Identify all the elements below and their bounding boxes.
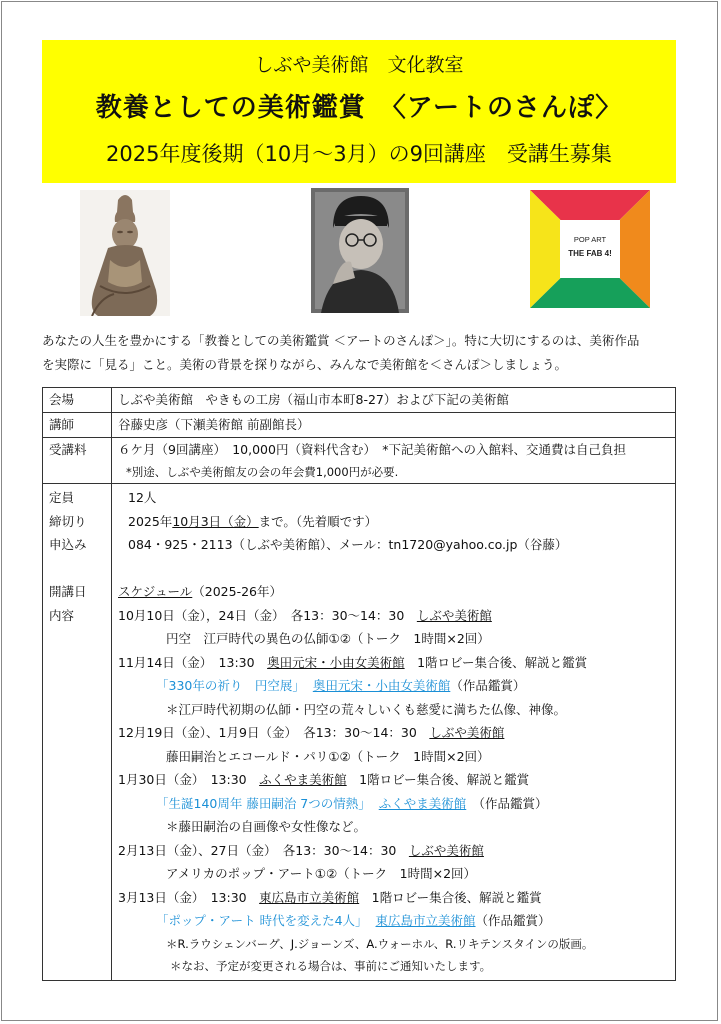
buddha-statue-image xyxy=(80,190,170,316)
session-1-desc: 円空 江戸時代の異色の仏師①②（トーク 1時間×2回） xyxy=(166,631,490,646)
venue-row xyxy=(43,388,676,413)
session-4-exhibition-title: 「生誕140周年 藤田嗣治 7つの情熱」 xyxy=(156,795,371,811)
venue-value: しぶや美術館 やきもの工房（福山市本町8-27）および下記の美術館 xyxy=(112,388,676,413)
session-3-date: 12月19日（金）、1月9日（金） 各13：30～14：30 しぶや美術館 xyxy=(118,725,505,740)
intro-line-1: あなたの人生を豊かにする「教養としての美術鑑賞 ＜アートのさんぽ＞」。特に大切にするのは、美術作品 xyxy=(42,333,640,348)
fee-cell xyxy=(112,438,676,484)
session-2-exhibition-title: 「330年の祈り 円空展」 xyxy=(156,678,305,693)
fee-label: 受講料 xyxy=(43,438,112,484)
course-info-table xyxy=(42,387,676,981)
session-2-place-link[interactable]: 奥田元宋・小由女美術館 xyxy=(267,654,405,670)
session-2-exhibition: 「330年の祈り 円空展」 奥田元宋・小由女美術館（作品鑑賞） xyxy=(156,678,526,693)
deadline-date: 10月3日（金） xyxy=(172,513,259,529)
course-title: 教養としての美術鑑賞 〈アートのさんぽ〉 xyxy=(95,93,623,123)
session-5-desc: アメリカのポップ・アート①②（トーク 1時間×2回） xyxy=(166,866,477,881)
schedule-link[interactable]: スケジュール xyxy=(118,584,193,599)
venue-label: 会場 xyxy=(43,388,112,413)
details-labels xyxy=(43,484,112,981)
fee-row xyxy=(43,438,676,484)
period-label: 開講日 xyxy=(49,584,87,599)
session-4-date: 1月30日（金） 13:30 ふくやま美術館 1階ロビー集合後、解説と鑑賞 xyxy=(118,772,530,787)
deadline-label: 締切り xyxy=(49,513,87,529)
deadline-value: 2025年10月3日（金）まで。（先着順です） xyxy=(128,513,378,529)
session-6-museum-link[interactable]: 東広島市立美術館 xyxy=(375,913,476,928)
session-3-place-link[interactable]: しぶや美術館 xyxy=(429,725,505,740)
session-2-note: ＊江戸時代初期の仏師・円空の荒々しいくも慈愛に満ちた仏像、神像。 xyxy=(166,701,567,717)
details-row xyxy=(43,484,676,981)
fee-value: ６ケ月（9回講座） 10,000円（資料代含む） *下記美術館への入館料、交通費は自己負担 xyxy=(118,442,626,457)
session-4-place-link[interactable]: ふくやま美術館 xyxy=(259,772,347,787)
artist-portrait-image xyxy=(311,188,409,313)
apply-value: 084・925・2113（しぶや美術館）、メール：tn1720@yahoo.co.jp（谷藤） xyxy=(128,537,568,552)
content-label: 内容 xyxy=(49,607,75,623)
book-cover-text-2: THE FAB 4! xyxy=(568,249,612,258)
pop-art-book-cover-image xyxy=(530,190,650,308)
session-4-note: ＊藤田嗣治の自画像や女性像など。 xyxy=(166,819,367,834)
session-6-date: 3月13日（金） 13:30 東広島市立美術館 1階ロビー集合後、解説と鑑賞 xyxy=(118,889,542,905)
session-3-desc: 藤田嗣治とエコールド・パリ①②（トーク 1時間×2回） xyxy=(166,748,490,764)
organizer-title: しぶや美術館 文化教室 xyxy=(254,54,464,76)
session-6-note: ＊R.ラウシェンバーグ、J.ジョーンズ、A.ウォーホル、R.リキテンスタインの版画。 xyxy=(166,936,594,951)
title-banner xyxy=(42,40,676,183)
session-6-place-link[interactable]: 東広島市立美術館 xyxy=(259,889,360,905)
session-4-exhibition: 「生誕140周年 藤田嗣治 7つの情熱」 ふくやま美術館 （作品鑑賞） xyxy=(156,795,548,811)
schedule-change-notice: ＊なお、予定が変更される場合は、事前にご通知いたします。 xyxy=(170,959,492,973)
capacity-label: 定員 xyxy=(49,490,75,505)
session-4-museum-link[interactable]: ふくやま美術館 xyxy=(378,795,467,811)
session-5-place-link[interactable]: しぶや美術館 xyxy=(408,842,484,858)
session-1-place-link[interactable]: しぶや美術館 xyxy=(416,607,492,623)
fee-note: *別途、しぶや美術館友の会の年会費1,000円が必要. xyxy=(126,465,399,479)
session-1-date: 10月10日（金），24日（金） 各13：30～14：30 しぶや美術館 xyxy=(118,607,492,623)
session-2-museum-link[interactable]: 奥田元宋・小由女美術館 xyxy=(312,678,451,693)
session-6-exhibition-title: 「ポップ・アート 時代を変えた4人」 xyxy=(156,913,368,928)
schedule-heading: スケジュール（2025-26年） xyxy=(118,584,282,599)
intro-line-2: を実際に「見る」こと。美術の背景を探りながら、みんなで美術館を＜さんぽ＞しましょう。 xyxy=(42,357,568,372)
session-5-date: 2月13日（金）、27日（金） 各13：30～14：30 しぶや美術館 xyxy=(118,842,484,858)
session-2-date: 11月14日（金） 13:30 奥田元宋・小由女美術館 1階ロビー集合後、解説と鑑賞 xyxy=(118,654,588,670)
capacity-value: 12人 xyxy=(128,490,157,505)
details-cell xyxy=(112,484,676,981)
course-subtitle: 2025年度後期（10月～3月）の9回講座 受講生募集 xyxy=(106,142,612,166)
intro-paragraph xyxy=(42,329,682,377)
book-cover-text-1: POP ART xyxy=(573,235,607,244)
apply-label: 申込み xyxy=(49,537,87,552)
lecturer-label: 講師 xyxy=(43,413,112,438)
session-6-exhibition: 「ポップ・アート 時代を変えた4人」 東広島市立美術館（作品鑑賞） xyxy=(156,913,551,928)
lecturer-row xyxy=(43,413,676,438)
lecturer-value: 谷藤史彦（下瀬美術館 前副館長） xyxy=(112,413,676,438)
